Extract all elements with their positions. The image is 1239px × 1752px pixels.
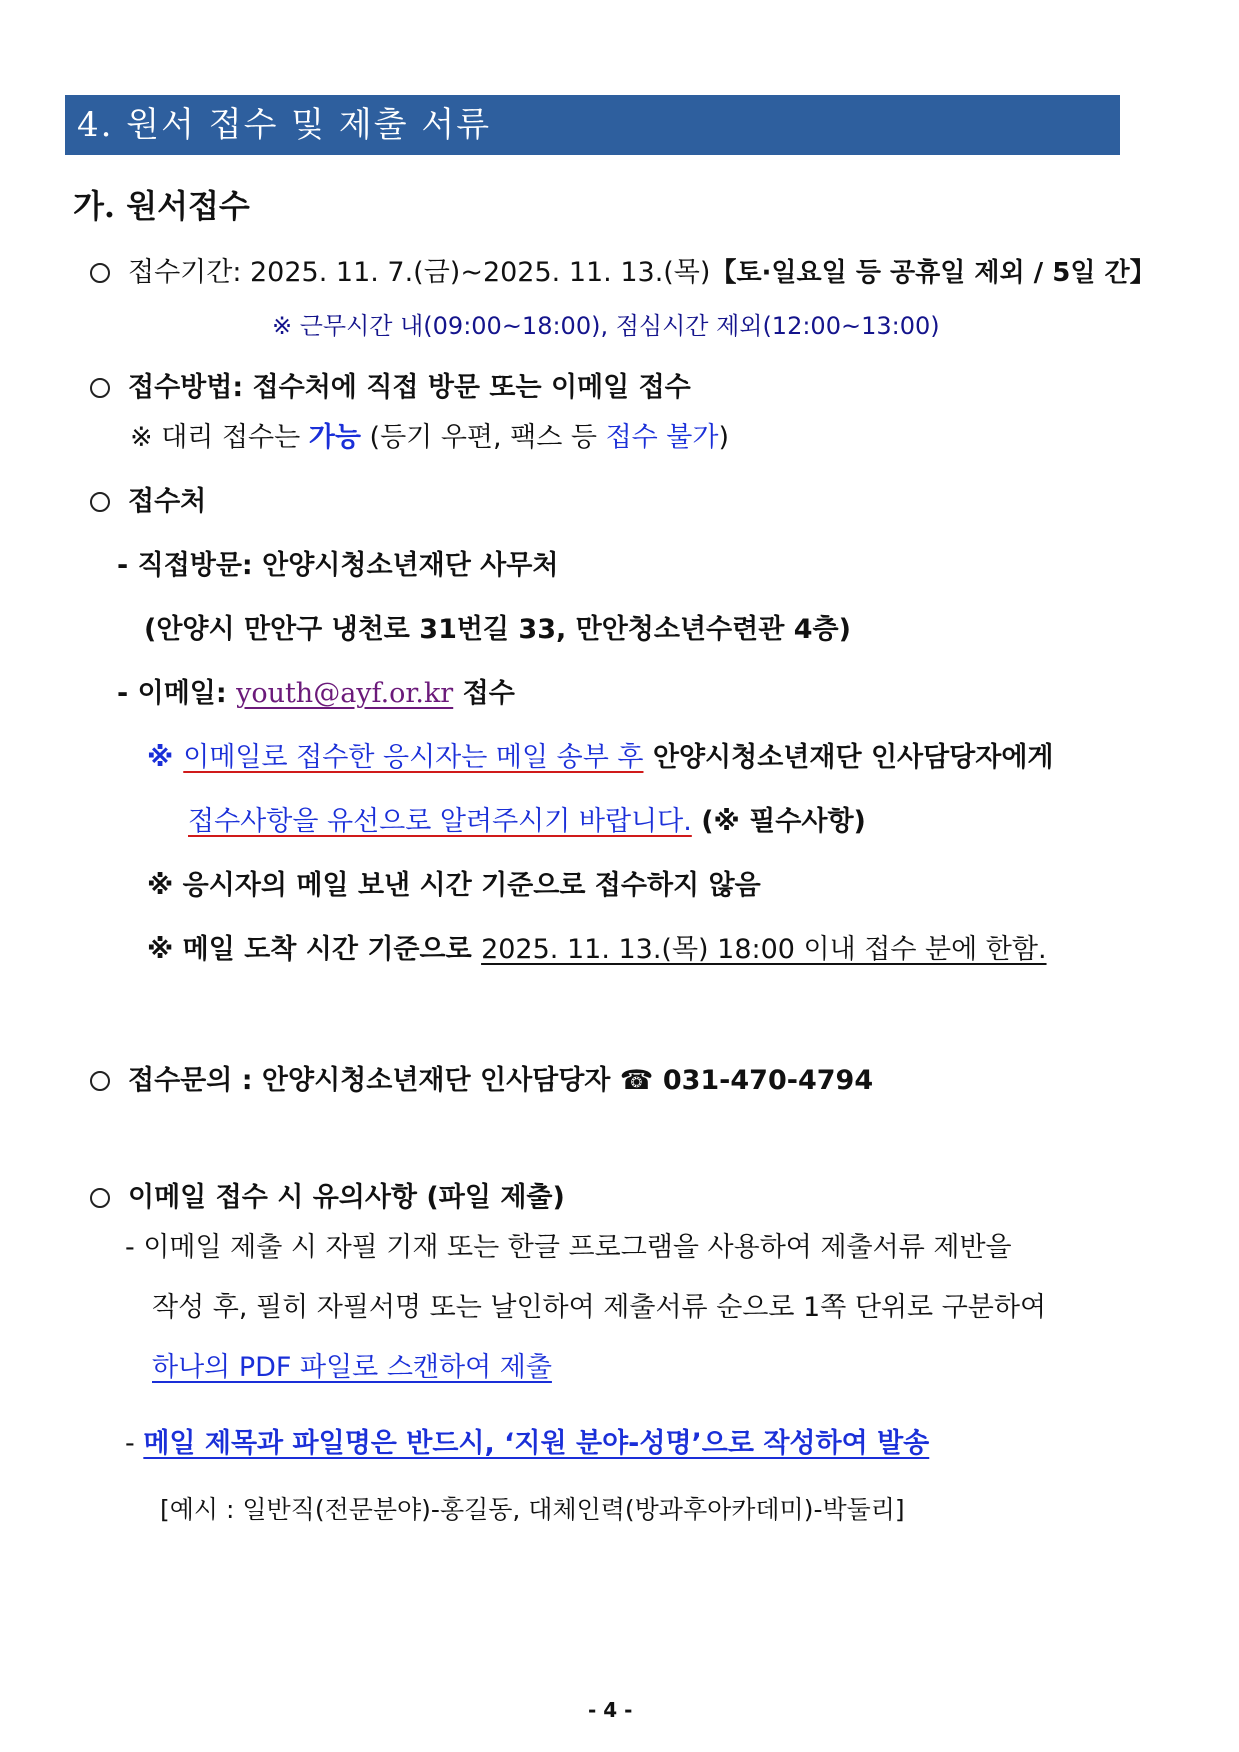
caution-example: [예시 : 일반직(전문분야)-홍길동, 대체인력(방과후아카데미)-박둘리]	[160, 1495, 905, 1524]
notice4-deadline: 2025. 11. 13.(목) 18:00 이내 접수 분에 한함.	[481, 934, 1047, 965]
caution-line-4	[125, 1426, 929, 1462]
section-title: 4. 원서 접수 및 제출 서류	[77, 105, 492, 145]
visit-line: - 직접방문: 안양시청소년재단 사무처	[117, 550, 559, 581]
proxy-denied: 접수 불가	[605, 422, 719, 453]
email-link[interactable]: youth@ayf.or.kr	[236, 678, 454, 709]
caution-label: 이메일 접수 시 유의사항 (파일 제출)	[128, 1182, 565, 1213]
email-notice-2	[188, 804, 866, 840]
place-label: 접수처	[128, 486, 207, 517]
working-hours-note: ※ 근무시간 내(09:00~18:00), 점심시간 제외(12:00~13:00)	[272, 312, 940, 340]
caution-line-3: 하나의 PDF 파일로 스캔하여 제출	[152, 1352, 552, 1383]
period-item	[90, 255, 1156, 291]
caution-dash: -	[125, 1428, 144, 1459]
notice1-rest: 안양시청소년재단 인사담당자에게	[643, 742, 1054, 773]
subsection-title: 가. 원서접수	[73, 187, 250, 225]
proxy-mid: (등기 우편, 팩스 등	[360, 422, 606, 453]
inquiry-item	[90, 1063, 873, 1099]
circle-bullet-icon	[90, 1071, 110, 1091]
page-number: - 4 -	[588, 1698, 633, 1722]
email-notice-1	[147, 740, 1054, 776]
inquiry-label: 접수문의 : 안양시청소년재단 인사담당자 ☎ 031-470-4794	[128, 1065, 874, 1096]
caution-line-2: 작성 후, 필히 자필서명 또는 날인하여 제출서류 순으로 1쪽 단위로 구분하여	[152, 1292, 1047, 1323]
circle-bullet-icon	[90, 1188, 110, 1208]
circle-bullet-icon	[90, 378, 110, 398]
method-item	[90, 370, 691, 406]
circle-bullet-icon	[90, 492, 110, 512]
period-note: 【토·일요일 등 공휴일 제외 / 5일 간】	[710, 258, 1156, 288]
place-item	[90, 484, 206, 520]
proxy-allowed: 가능	[308, 422, 361, 453]
circle-bullet-icon	[90, 263, 110, 283]
email-notice-4	[147, 932, 1047, 968]
notice2-rest: (※ 필수사항)	[691, 806, 866, 837]
proxy-note	[130, 420, 729, 456]
caution-item	[90, 1180, 565, 1216]
email-notice-3: ※ 응시자의 메일 보낸 시간 기준으로 접수하지 않음	[147, 870, 761, 901]
proxy-suffix: )	[718, 422, 730, 453]
address-line: (안양시 만안구 냉천로 31번길 33, 만안청소년수련관 4층)	[144, 614, 851, 645]
notice2-highlight: 접수사항을 유선으로 알려주시기 바랍니다.	[188, 806, 692, 837]
method-label: 접수방법: 접수처에 직접 방문 또는 이메일 접수	[128, 372, 691, 403]
email-line	[117, 676, 515, 712]
email-prefix: - 이메일:	[117, 678, 237, 709]
notice4-prefix: ※ 메일 도착 시간 기준으로	[147, 934, 482, 965]
notice-mark: ※	[147, 742, 174, 773]
caution-file-naming: 메일 제목과 파일명은 반드시, ‘지원 분야-성명’으로 작성하여 발송	[143, 1428, 930, 1459]
proxy-prefix: ※ 대리 접수는	[130, 422, 309, 453]
period-label: 접수기간: 2025. 11. 7.(금)~2025. 11. 13.(목)	[128, 257, 711, 288]
caution-line-1: - 이메일 제출 시 자필 기재 또는 한글 프로그램을 사용하여 제출서류 제반을	[125, 1232, 1012, 1263]
email-suffix: 접수	[453, 678, 515, 709]
notice1-highlight: 이메일로 접수한 응시자는 메일 송부 후	[183, 742, 644, 773]
section-header-bar	[65, 95, 1120, 155]
